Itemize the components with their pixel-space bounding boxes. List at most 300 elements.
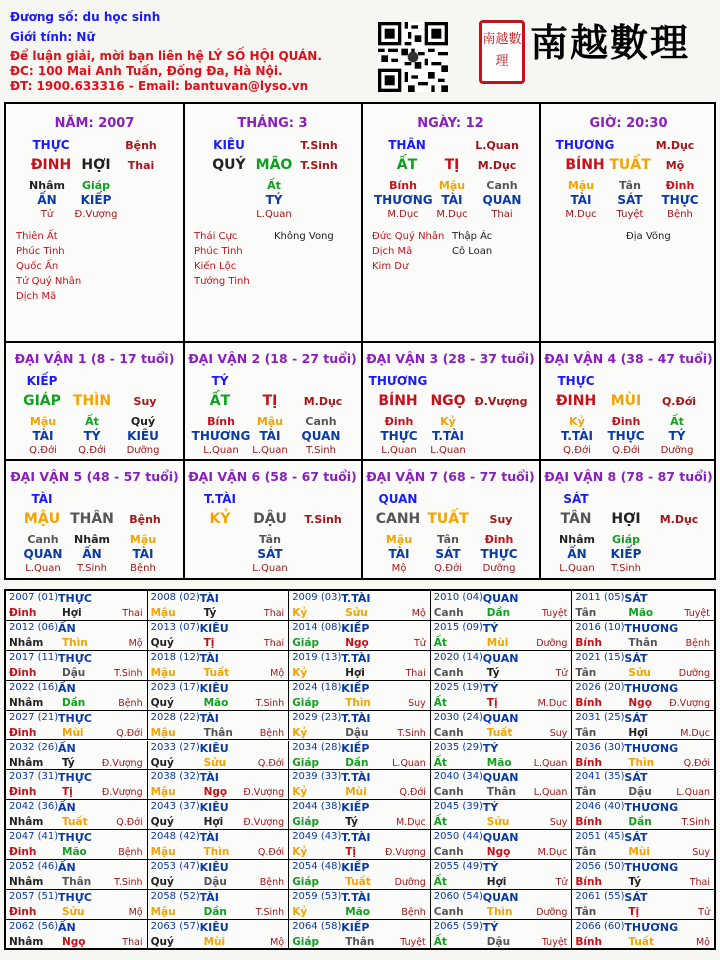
year-cell[interactable] (289, 890, 431, 920)
year-cell[interactable] (148, 830, 290, 860)
year-stem: Tân (575, 786, 597, 799)
year-cell[interactable] (572, 800, 714, 830)
dai-van-cell[interactable] (362, 461, 539, 577)
stage-label: M.Dục (477, 159, 517, 172)
hidden-stem: Canh (27, 533, 59, 546)
ten-god-star: KIẾP (26, 374, 58, 388)
heavenly-stem: GIÁP (23, 393, 61, 409)
stage-label: Q.Đới (78, 445, 106, 456)
year-label: 2033 (27) (150, 741, 200, 753)
year-cell[interactable] (289, 860, 431, 890)
year-label: 2060 (54) (433, 891, 483, 902)
year-stage: T.Sinh (255, 907, 285, 918)
year-stage: Q.Đới (257, 847, 285, 859)
hidden-stem: Bính (207, 415, 235, 428)
year-stage: Suy (692, 847, 710, 859)
year-cell[interactable] (148, 621, 290, 651)
year-stage: L.Quan (392, 757, 426, 769)
year-stem: Mậu (150, 666, 176, 679)
heavenly-stem: ẤT (396, 157, 418, 173)
year-cell[interactable] (6, 770, 148, 800)
ten-god-star: THỰC (557, 374, 595, 388)
year-cell[interactable] (6, 920, 148, 950)
dai-van-title: ĐẠI VẬN 5 (48 - 57 tuổi) (10, 469, 179, 484)
year-cell[interactable] (148, 741, 290, 771)
year-stage: Tuyệt (400, 936, 426, 948)
heavenly-stem: TÂN (560, 511, 592, 527)
year-cell[interactable] (572, 621, 714, 651)
year-branch: Sửu (203, 756, 227, 769)
year-branch: Tuất (486, 726, 513, 739)
year-stage: Dưỡng (536, 907, 568, 918)
pillar-cell[interactable] (540, 104, 717, 341)
year-cell[interactable] (572, 651, 714, 681)
year-branch: Tý (345, 816, 358, 829)
year-stem: Kỷ (292, 726, 308, 739)
address-line: ĐC: 100 Mai Anh Tuấn, Đống Đa, Hà Nội. (10, 64, 283, 78)
year-branch: Dậu (203, 876, 227, 889)
year-cell[interactable] (289, 920, 431, 950)
year-cell[interactable] (6, 860, 148, 890)
qr-code-icon[interactable] (378, 22, 448, 92)
year-star: T.TÀI (341, 651, 371, 665)
year-label: 2016 (10) (575, 621, 625, 633)
year-star: T.TÀI (341, 891, 371, 904)
year-stage: Q.Đới (399, 787, 426, 799)
year-label: 2061 (55) (575, 891, 625, 902)
stage-label: Thai (127, 159, 155, 172)
year-stage: Tử (698, 907, 710, 918)
hidden-stem: Nhâm (559, 533, 595, 546)
shen-sha: Địa Võng (626, 231, 671, 242)
year-stem: Đinh (9, 786, 37, 799)
year-stem: Quý (150, 935, 174, 948)
year-star: TÀI (199, 592, 219, 605)
year-cell[interactable] (6, 681, 148, 711)
stage-label: Q.Đới (563, 445, 591, 456)
year-stem: Nhâm (9, 876, 44, 889)
year-branch: Tuất (203, 666, 230, 679)
hidden-stem: Ất (267, 179, 281, 192)
hidden-stem: Mậu (438, 179, 466, 192)
year-cell[interactable] (431, 920, 573, 950)
year-cell[interactable] (6, 711, 148, 741)
hidden-stem: Giáp (611, 533, 641, 546)
earthly-branch: TỊ (262, 393, 278, 409)
year-label: 2045 (39) (433, 801, 483, 813)
stage-label: Q.Đới (29, 445, 57, 456)
year-stem: Ất (433, 816, 447, 829)
year-cell[interactable] (572, 770, 714, 800)
hidden-star: KIÊU (127, 429, 159, 443)
hidden-stem: Ất (85, 415, 99, 428)
ten-god-star: THƯƠNG (555, 138, 615, 152)
hidden-star: THƯƠNG (374, 193, 433, 207)
hidden-stem: Tân (259, 533, 281, 546)
dai-van-cell[interactable] (540, 343, 717, 459)
pillar-title: THÁNG: 3 (237, 116, 308, 131)
year-label: 2038 (32) (150, 771, 200, 783)
year-branch: Dần (62, 696, 86, 709)
year-star: TÝ (482, 681, 499, 695)
year-stage: Bệnh (259, 727, 285, 739)
heavenly-stem: BÍNH (565, 157, 605, 173)
year-cell[interactable] (431, 890, 573, 920)
year-stage: Đ.Vượng (101, 787, 143, 799)
year-cell[interactable] (431, 681, 573, 711)
hidden-star: KIẾP (610, 547, 642, 561)
stage-label: L.Quan (252, 563, 288, 574)
year-cell[interactable] (289, 770, 431, 800)
year-label: 2029 (23) (292, 711, 342, 723)
year-stem: Kỷ (292, 906, 308, 918)
year-stage: Q.Đới (683, 757, 710, 769)
year-stage: Suy (549, 727, 568, 739)
year-stage: T.Sinh (681, 817, 710, 829)
year-stem: Đinh (9, 607, 37, 619)
heavenly-stem: ĐINH (555, 393, 597, 409)
hidden-star: QUAN (482, 193, 522, 207)
dai-van-cell[interactable] (6, 343, 183, 459)
year-stage: Đ.Vượng (101, 757, 143, 769)
year-star: QUAN (482, 651, 519, 665)
heavenly-stem: QUÝ (212, 157, 246, 173)
year-branch: Tị (345, 846, 356, 859)
year-label: 2055 (49) (433, 861, 483, 873)
year-star: KIẾP (341, 920, 370, 934)
year-stage: Suy (549, 817, 568, 829)
dai-van-title: ĐẠI VẬN 3 (28 - 37 tuổi) (366, 351, 535, 366)
year-branch: Hợi (345, 666, 365, 679)
year-cell[interactable] (6, 621, 148, 651)
year-cell[interactable] (431, 770, 573, 800)
pillar-cell[interactable] (184, 104, 361, 341)
year-stage: T.Sinh (255, 697, 285, 709)
hidden-star: THƯƠNG (191, 429, 251, 443)
year-stage: Tử (413, 637, 426, 649)
year-label: 2022 (16) (9, 681, 59, 693)
year-cell[interactable] (6, 741, 148, 771)
year-star: TÝ (482, 741, 499, 755)
hidden-star: THỰC (480, 547, 518, 561)
year-star: TÝ (482, 621, 499, 635)
year-stage: L.Quan (533, 787, 568, 799)
year-cell[interactable] (148, 920, 290, 950)
year-cell[interactable] (6, 890, 148, 920)
year-label: 2047 (41) (9, 831, 59, 843)
year-cell[interactable] (289, 591, 431, 621)
year-cell[interactable] (431, 621, 573, 651)
year-branch: Hợi (486, 876, 507, 889)
year-cell[interactable] (572, 830, 714, 860)
year-branch: Dậu (62, 666, 86, 679)
year-cell[interactable] (148, 591, 290, 621)
year-label: 2059 (53) (292, 891, 342, 902)
year-branch: Sửu (62, 906, 85, 918)
year-cell[interactable] (572, 890, 714, 920)
year-cell[interactable] (148, 800, 290, 830)
shen-sha: Không Vong (274, 231, 334, 242)
stage-label: Dưỡng (126, 445, 160, 456)
shen-sha: Thập Ác (452, 231, 493, 242)
year-star: QUAN (482, 891, 519, 904)
shen-sha: Phúc Tinh (16, 246, 65, 257)
year-cell[interactable] (572, 860, 714, 890)
year-cell[interactable] (6, 830, 148, 860)
year-cell[interactable] (431, 741, 573, 771)
year-star: T.TÀI (341, 711, 371, 725)
year-stem: Đinh (9, 906, 37, 918)
dai-van-title: ĐẠI VẬN 6 (58 - 67 tuổi) (188, 469, 357, 484)
year-stem: Canh (433, 846, 464, 859)
year-label: 2012 (06) (9, 621, 59, 633)
year-stem: Tân (575, 846, 597, 859)
year-cell[interactable] (431, 860, 573, 890)
pillar-cell[interactable] (6, 104, 183, 341)
year-label: 2063 (57) (150, 920, 200, 932)
stage-label: L.Quan (252, 445, 288, 456)
year-cell[interactable] (289, 681, 431, 711)
hidden-stem: Ất (670, 415, 684, 428)
earthly-branch: HỢI (611, 511, 641, 527)
year-cell[interactable] (431, 830, 573, 860)
year-label: 2028 (22) (150, 711, 200, 723)
heavenly-stem: ẤT (209, 393, 231, 409)
ten-god-star: T.TÀI (204, 492, 236, 506)
year-star: THỰC (58, 711, 92, 725)
year-star: KIÊU (199, 741, 229, 755)
year-cell[interactable] (148, 681, 290, 711)
year-label: 2011 (05) (575, 592, 625, 603)
ten-god-star: TÀI (31, 492, 53, 506)
year-cell[interactable] (572, 681, 714, 711)
year-label: 2021 (15) (575, 651, 625, 663)
ten-god-star: SÁT (563, 492, 589, 506)
year-branch: Mão (62, 846, 87, 859)
year-stage: Bệnh (401, 907, 426, 918)
ten-god-star: TÝ (211, 374, 229, 388)
year-star: T.TÀI (341, 831, 371, 845)
year-branch: Sửu (486, 816, 510, 829)
year-star: T.TÀI (341, 771, 371, 785)
year-stage: Tuyệt (684, 608, 710, 619)
year-stem: Nhâm (9, 935, 44, 948)
year-star: SÁT (624, 831, 648, 845)
year-cell[interactable] (431, 800, 573, 830)
year-stage: Dưỡng (536, 637, 568, 649)
year-stem: Mậu (150, 906, 176, 918)
hidden-stem: Mậu (29, 415, 57, 428)
shen-sha: Phúc Tinh (194, 246, 243, 257)
year-cell[interactable] (289, 800, 431, 830)
year-branch: Ngọ (345, 636, 369, 649)
year-cell[interactable] (572, 741, 714, 771)
year-label: 2042 (36) (9, 801, 59, 813)
hidden-star: TÀI (132, 547, 154, 561)
year-stage: Dưỡng (394, 877, 426, 889)
stage-label: Mộ (665, 159, 685, 172)
year-cell[interactable] (289, 830, 431, 860)
ten-god-star: THÂN (388, 138, 426, 152)
stage-label: M.Dục (659, 513, 699, 526)
year-branch: Dậu (628, 786, 652, 799)
year-cell[interactable] (431, 711, 573, 741)
year-stem: Kỷ (292, 607, 308, 619)
year-stage: Thai (689, 877, 710, 889)
gender: Giới tính: Nữ (10, 30, 95, 44)
year-stage: T.Sinh (114, 877, 143, 889)
year-branch: Dậu (486, 935, 511, 948)
contact-line: Để luận giải, mời bạn liên hệ LÝ SỐ HỘI QUÁN. (10, 49, 322, 63)
year-label: 2056 (50) (575, 861, 625, 873)
year-star: THƯƠNG (624, 681, 679, 695)
year-star: ẤN (58, 801, 76, 815)
year-label: 2041 (35) (575, 771, 625, 783)
year-branch: Mùi (628, 846, 650, 859)
year-branch: Tị (486, 696, 498, 709)
year-stem: Ất (433, 636, 447, 649)
year-branch: Tý (486, 666, 500, 679)
year-stage: Q.Đới (257, 757, 285, 769)
year-branch: Mão (628, 607, 654, 619)
year-cell[interactable] (431, 591, 573, 621)
year-cell[interactable] (148, 651, 290, 681)
year-stem: Quý (150, 636, 174, 649)
hidden-stem: Đinh (611, 415, 641, 428)
earthly-branch: TUẤT (427, 511, 469, 527)
year-branch: Hợi (62, 607, 82, 619)
year-cell[interactable] (572, 591, 714, 621)
year-star: THƯƠNG (624, 621, 679, 635)
year-star: TÝ (482, 801, 499, 815)
hidden-stem: Bính (389, 179, 417, 192)
year-star: QUAN (482, 711, 519, 725)
year-star: KIẾP (341, 861, 370, 875)
stage-label: T.Sinh (306, 445, 336, 456)
ten-god-star: QUAN (378, 492, 418, 506)
year-cell[interactable] (148, 860, 290, 890)
dai-van-cell[interactable] (362, 343, 539, 459)
hidden-stem: Mậu (567, 179, 595, 192)
dai-van-cell[interactable] (184, 343, 361, 459)
seal-text: 南越數理 (482, 32, 522, 69)
year-label: 2031 (25) (575, 711, 625, 723)
year-stem: Mậu (150, 726, 176, 739)
year-stem: Quý (150, 756, 174, 769)
year-branch: Mùi (486, 636, 509, 649)
earthly-branch: TỊ (444, 157, 460, 173)
hidden-star: T.TÀI (432, 429, 464, 443)
hidden-star: T.TÀI (561, 429, 593, 443)
year-cell[interactable] (6, 651, 148, 681)
year-stage: Mộ (270, 667, 285, 679)
year-stage: Tử (555, 877, 568, 889)
year-stage: Đ.Vượng (669, 697, 710, 709)
year-star: T.TÀI (341, 592, 371, 605)
year-label: 2014 (08) (292, 621, 342, 633)
year-cell[interactable] (148, 711, 290, 741)
year-stage: M.Dục (537, 697, 568, 709)
shen-sha: Đức Quý Nhân (372, 231, 445, 242)
stage-label: Bệnh (667, 209, 693, 220)
year-stem: Bính (575, 876, 602, 889)
heavenly-stem: ĐINH (30, 157, 72, 173)
year-label: 2026 (20) (575, 681, 625, 693)
year-cell[interactable] (572, 711, 714, 741)
year-branch: Ngọ (628, 696, 652, 709)
year-star: THỰC (58, 891, 92, 904)
year-stem: Canh (433, 726, 464, 739)
year-branch: Thìn (62, 636, 88, 649)
pillar-cell[interactable] (362, 104, 539, 341)
year-stage: M.Dục (680, 727, 710, 739)
year-stem: Tân (575, 906, 597, 918)
hidden-stem: Nhâm (29, 179, 65, 192)
year-stage: Suy (408, 697, 426, 709)
hidden-star: TÀI (32, 429, 54, 443)
year-cell[interactable] (6, 591, 148, 621)
year-branch: Thìn (486, 906, 513, 918)
year-branch: Tị (203, 636, 215, 649)
year-cell[interactable] (572, 920, 714, 950)
year-branch: Tý (628, 876, 642, 889)
hidden-stem: Tân (619, 179, 641, 192)
year-stem: Đinh (9, 726, 37, 739)
hidden-star: QUAN (301, 429, 341, 443)
pillar-grid (4, 102, 716, 580)
year-star: TÀI (199, 711, 219, 725)
year-stem: Nhâm (9, 696, 44, 709)
year-stage: Bệnh (118, 847, 143, 859)
dai-van-title: ĐẠI VẬN 1 (8 - 17 tuổi) (14, 351, 175, 366)
stage-label: Suy (133, 395, 157, 408)
dai-van-cell[interactable] (540, 461, 717, 577)
year-stem: Giáp (292, 816, 320, 829)
ten-god-star: KIÊU (213, 138, 245, 152)
earthly-branch: NGỌ (430, 393, 466, 409)
year-cell[interactable] (148, 890, 290, 920)
shen-sha: Dịch Mã (16, 291, 57, 302)
year-stem: Quý (150, 696, 174, 709)
year-cell[interactable] (148, 770, 290, 800)
owner-name: Đương số: du học sinh (10, 10, 161, 24)
earthly-branch: HỢI (81, 157, 111, 173)
year-label: 2024 (18) (292, 681, 342, 693)
year-cell[interactable] (289, 711, 431, 741)
year-label: 2052 (46) (9, 861, 59, 873)
year-stage: Dưỡng (678, 667, 710, 679)
year-cell[interactable] (289, 651, 431, 681)
year-stage: Bệnh (259, 877, 285, 889)
year-label: 2046 (40) (575, 801, 625, 813)
hidden-star: SÁT (435, 547, 461, 561)
year-stem: Canh (433, 786, 464, 799)
stage-label: L.Quan (475, 139, 519, 152)
year-cell[interactable] (289, 741, 431, 771)
year-stage: Thai (263, 637, 285, 649)
year-stem: Giáp (292, 935, 320, 948)
stage-label: L.Quan (25, 563, 61, 574)
dai-van-cell[interactable] (184, 461, 361, 577)
stage-label: Đ.Vượng (74, 209, 118, 220)
year-cell[interactable] (6, 800, 148, 830)
year-cell[interactable] (289, 621, 431, 651)
dai-van-cell[interactable] (6, 461, 183, 577)
year-star: SÁT (624, 891, 648, 904)
year-cell[interactable] (431, 651, 573, 681)
year-branch: Hợi (203, 816, 224, 829)
heavenly-stem: CANH (375, 511, 421, 527)
